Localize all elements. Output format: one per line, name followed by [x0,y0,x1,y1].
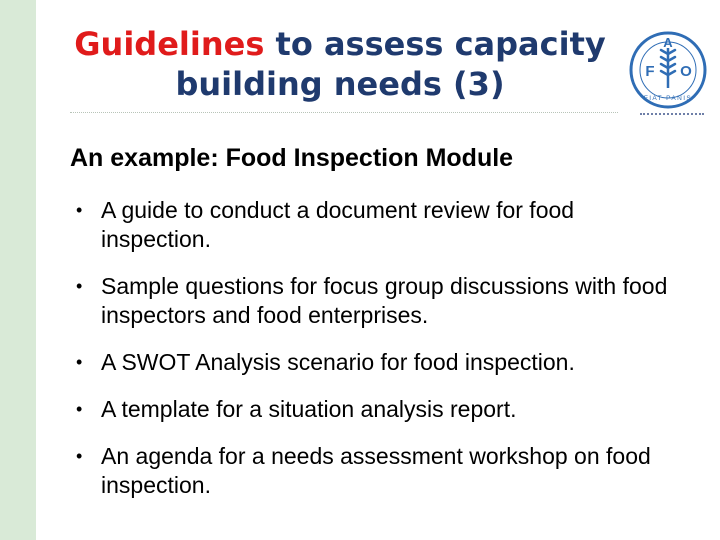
list-item [72,348,687,377]
subtitle: An example: Food Inspection Module [70,144,514,172]
bullet-icon: • [76,446,83,466]
bullet-list [72,196,687,518]
list-item [72,395,687,424]
bullet-text: A guide to conduct a document review for food inspection. [101,197,575,252]
bullet-text: Sample questions for focus group discussions with food inspectors and food enterprises. [101,273,668,328]
title-rest-line1: to assess capacity [264,25,606,63]
bullet-text: A template for a situation analysis report. [101,396,517,422]
title-line2: building needs (3) [175,65,505,103]
logo-letter-f: F [645,63,655,80]
bullet-icon: • [76,200,83,220]
logo-letter-o: O [680,63,692,80]
slide-title [60,24,620,104]
title-accent: Guidelines [74,25,265,63]
bullet-text: An agenda for a needs assessment workshop on food inspection. [101,443,651,498]
logo-motto: FIAT PANIS [643,95,693,102]
bullet-icon: • [76,399,83,419]
fao-logo [628,30,708,110]
logo-dots [640,113,704,115]
title-divider [70,112,618,113]
bullet-text: A SWOT Analysis scenario for food inspection. [101,349,575,375]
list-item [72,196,687,254]
bullet-icon: • [76,352,83,372]
list-item [72,272,687,330]
logo-letter-a: A [663,35,673,50]
bullet-icon: • [76,276,83,296]
list-item [72,442,687,500]
side-bar [0,0,36,540]
